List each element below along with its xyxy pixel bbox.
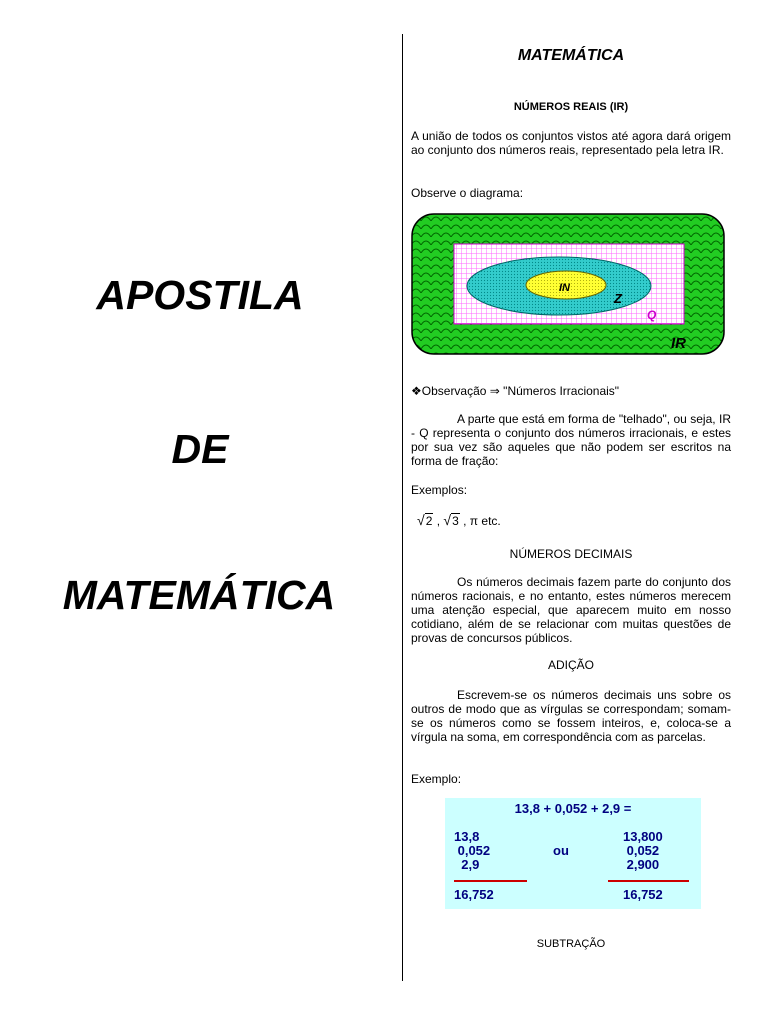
- examples-label: Exemplos:: [411, 483, 468, 497]
- paragraph-adicao: Escrevem-se os números decimais uns sobre os outros de modo que as vírgulas se correspondam; somam-se os números como se fossem inteiros, e, coloca-se a vírgula na soma, em correspondência com as parcelas.: [411, 688, 731, 744]
- left-line-2: 0,052: [454, 843, 491, 858]
- examples-math: √2 , √3 , π etc.: [417, 512, 501, 528]
- section-heading-subtracao: SUBTRAÇÃO: [536, 938, 606, 950]
- paragraph-irracionais: A parte que está em forma de "telhado", ou seja, IR - Q representa o conjunto dos números irracionais, e estes por sua vez são aqueles que não podem ser escritos na forma de fração:: [411, 412, 731, 468]
- paragraph-decimais: Os números decimais fazem parte do conjunto dos números racionais, e no entanto, estes números merecem uma atenção especial, que aparecem muito em nosso cotidiano, além de se relacionar com muitas questões de provas de concursos públicos.: [411, 575, 731, 645]
- section-heading-reais: NÚMEROS REAIS (IR): [513, 101, 629, 113]
- example-label: Exemplo:: [411, 772, 462, 786]
- equation: 13,8 + 0,052 + 2,9 =: [514, 801, 632, 816]
- cover-title-line1: APOSTILA: [96, 272, 304, 318]
- right-result: 16,752: [623, 887, 663, 902]
- left-line-3: 2,9: [454, 857, 480, 872]
- left-line-1: 13,8: [454, 829, 480, 844]
- paragraph-observe: Observe o diagrama:: [411, 186, 524, 200]
- label-z: Z: [614, 291, 622, 306]
- page-title: MATEMÁTICA: [517, 47, 625, 64]
- paragraph-reais: A união de todos os conjuntos vistos até agora dará origem ao conjunto dos números reais, representado pela letra IR.: [411, 129, 731, 157]
- right-line-1: 13,800: [623, 829, 663, 844]
- observation-line: ❖Observação ⇒ "Números Irracionais": [411, 384, 620, 398]
- column-divider: [402, 34, 403, 981]
- right-sum-rule: [608, 880, 689, 882]
- addition-example-box: [445, 798, 701, 909]
- right-line-3: 2,900: [623, 857, 660, 872]
- label-n: IN: [559, 282, 570, 294]
- left-result: 16,752: [454, 887, 494, 902]
- sets-diagram: [411, 213, 725, 355]
- sqrt2-radicand: 2: [425, 514, 433, 528]
- section-heading-adicao: ADIÇÃO: [547, 658, 594, 672]
- or-word: ou: [553, 843, 569, 858]
- section-heading-decimais: NÚMEROS DECIMAIS: [509, 547, 633, 561]
- left-sum-rule: [454, 880, 527, 882]
- cover-title-line3: MATEMÁTICA: [62, 572, 336, 618]
- label-r: IR: [671, 335, 686, 352]
- sqrt3-radicand: 3: [452, 514, 459, 528]
- label-q: Q: [647, 308, 657, 322]
- cover-title-line2: DE: [171, 426, 229, 472]
- right-line-2: 0,052: [623, 843, 660, 858]
